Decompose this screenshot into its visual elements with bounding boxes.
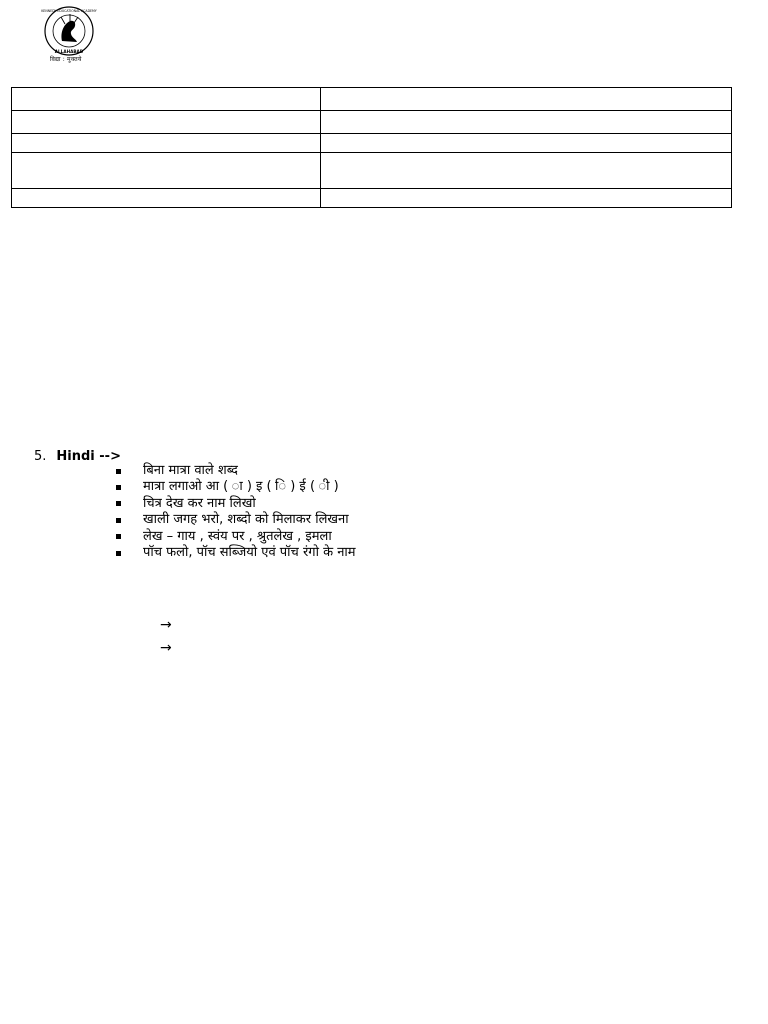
right-arrow-icon: →	[160, 617, 172, 633]
table-cell	[12, 134, 321, 153]
table-cell	[321, 153, 732, 189]
logo-ring-text: KENNEDY EDUCATIONAL ACADEMY	[41, 9, 97, 13]
topic-list	[116, 463, 356, 561]
table-cell	[321, 88, 732, 111]
square-bullet-icon	[116, 534, 121, 539]
table-row	[12, 153, 732, 189]
table-cell	[12, 88, 321, 111]
section-number: 5.	[34, 449, 47, 464]
list-item	[116, 512, 356, 528]
table-row	[12, 111, 732, 134]
list-item-text: बिना मात्रा वाले शब्द	[143, 463, 238, 478]
square-bullet-icon	[116, 485, 121, 490]
list-item	[116, 529, 356, 545]
section-heading	[34, 449, 121, 464]
table-row	[12, 88, 732, 111]
list-item-text: चित्र देख कर नाम लिखो	[143, 495, 256, 511]
list-item-text: मात्रा लगाओ आ ( ा ) इ ( ि ) ई ( ी )	[143, 479, 339, 495]
list-item-text: लेख – गाय , स्वंय पर , श्रुतलेख , इमला	[143, 528, 332, 544]
square-bullet-icon	[116, 551, 121, 556]
table-row	[12, 134, 732, 153]
list-item	[116, 463, 356, 479]
square-bullet-icon	[116, 501, 121, 506]
list-item	[116, 496, 356, 512]
square-bullet-icon	[116, 518, 121, 523]
list-item-text: पॉच फलो, पॉच सब्जियो एवं पॉच रंगो के नाम	[143, 544, 356, 560]
table-row	[12, 189, 732, 208]
table-cell	[12, 153, 321, 189]
list-item	[116, 545, 356, 561]
logo-city-text: ALLAHABAD	[54, 49, 84, 54]
right-arrow-icon: →	[160, 640, 172, 656]
info-table	[11, 87, 732, 208]
table-cell	[321, 134, 732, 153]
list-item	[116, 479, 356, 495]
table-cell	[321, 111, 732, 134]
table-cell	[12, 189, 321, 208]
table-cell	[12, 111, 321, 134]
table-cell	[321, 189, 732, 208]
square-bullet-icon	[116, 469, 121, 474]
logo-caption: विद्या : मुक्तये	[50, 56, 82, 63]
list-item-text: खाली जगह भरो, शब्दो को मिलाकर लिखना	[143, 512, 349, 528]
section-title: Hindi -->	[56, 449, 121, 464]
